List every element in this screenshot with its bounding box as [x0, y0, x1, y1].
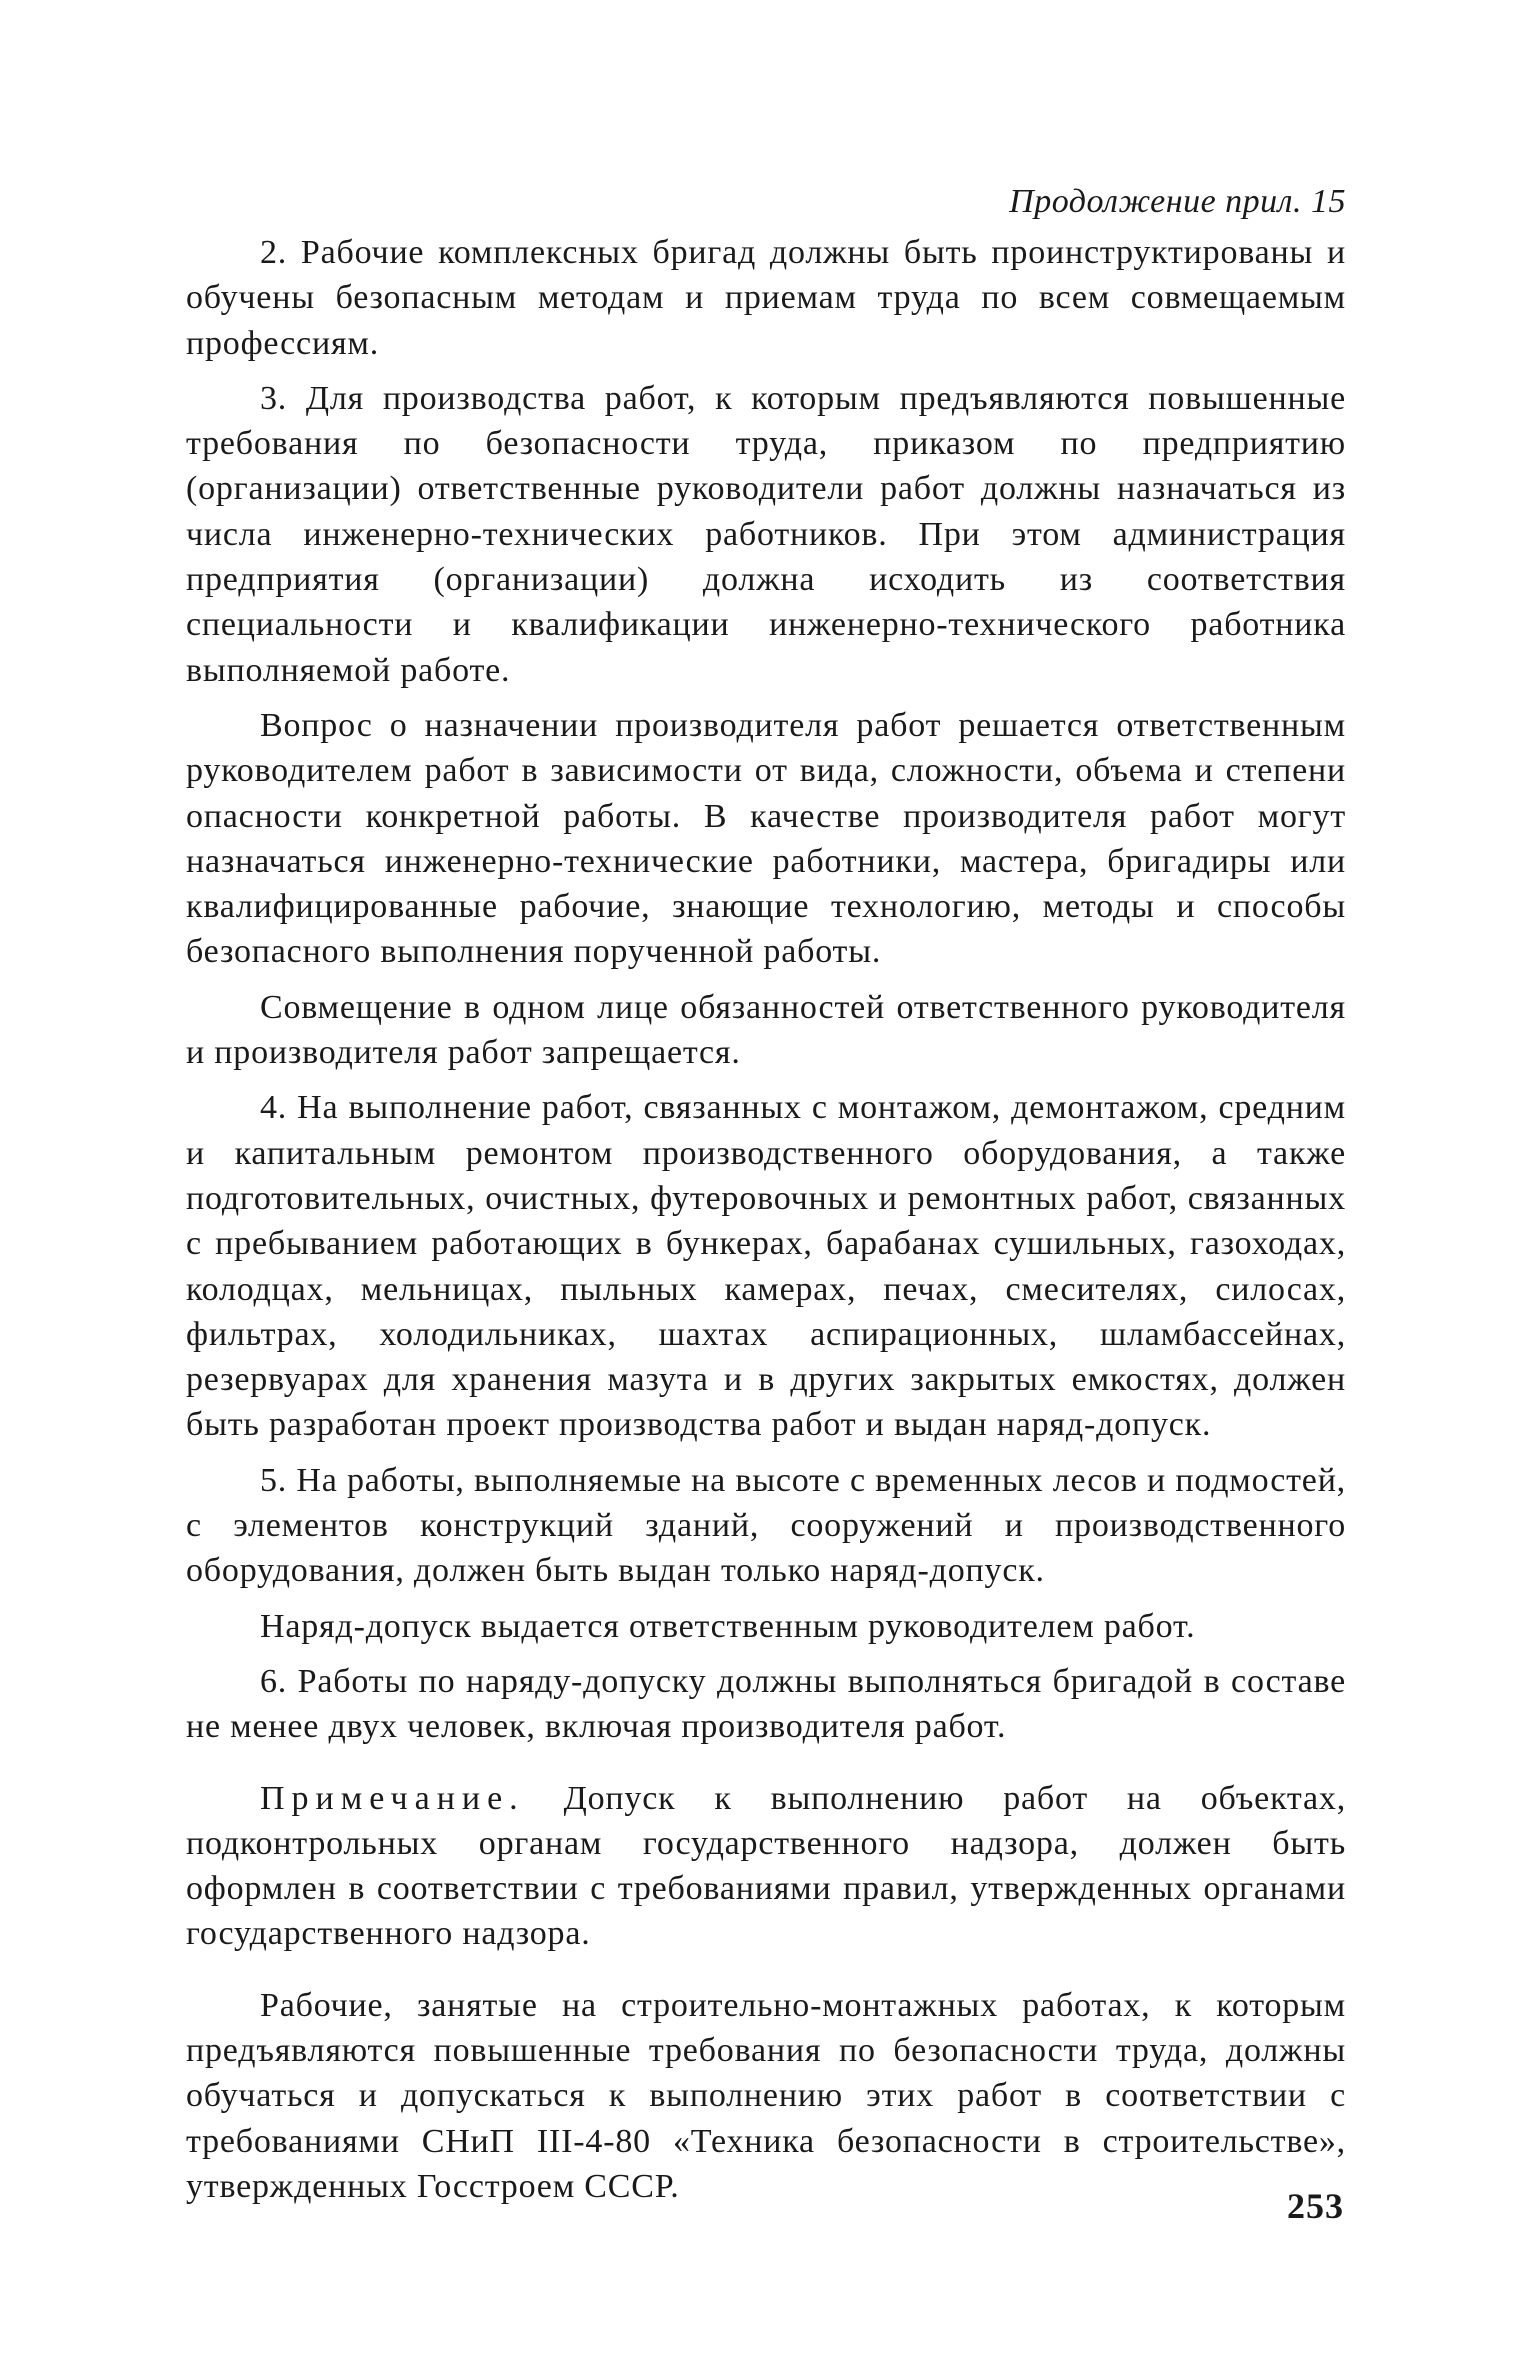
- paragraph-item-4: 4. На выполнение работ, связанных с монтажом, демонтажом, средним и капитальным ремонтом производственного оборудования, а также подготовительных, очистных, футеровочных и ремонтных работ, связанных с пребыванием работающих в бункерах, барабанах сушильных, газоходах, колодцах, мельницах, пыльных камерах, печах, смесителях, силосах, фильтрах, холодильниках, шахтах аспирационных, шламбассейнах, резервуарах для хранения мазута и в других закрытых емкостях, должен быть разработан проект производства работ и выдан наряд-допуск.: [186, 1089, 1346, 1444]
- running-head: Продолжение прил. 15: [1009, 183, 1346, 220]
- note-label: Примечание.: [260, 1779, 525, 1817]
- page-number: 253: [1287, 2186, 1344, 2226]
- note-paragraph: [186, 1776, 1346, 1957]
- paragraph-producer-appointment: Вопрос о назначении производителя работ решается ответственным руководителем работ в зависимости от вида, сложности, объема и степени опасности конкретной работы. В качестве производителя работ могут назначаться инженерно-технические работники, мастера, бригадиры или квалифицированные рабочие, знающие технологию, методы и способы безопасного выполнения порученной работы.: [186, 706, 1346, 971]
- document-page: [186, 180, 1346, 2209]
- paragraph-item-6: 6. Работы по наряду-допуску должны выполняться бригадой в составе не менее двух человек, включая производителя работ.: [186, 1662, 1346, 1746]
- note-text: Допуск к выполнению работ на объектах, подконтрольных органам государственного надзора, должен быть оформлен в соответствии с требованиями правил, утвержденных органами государственного надзора.: [186, 1779, 1346, 1953]
- paragraph-combination-prohibited: Совмещение в одном лице обязанностей ответственного руководителя и производителя работ запрещается.: [186, 988, 1346, 1072]
- closing-paragraph: Рабочие, занятые на строительно-монтажных работах, к которым предъявляются повышенные требования по безопасности труда, должны обучаться и допускаться к выполнению этих работ в соответствии с требованиями СНиП III-4-80 «Техника безопасности в строительстве», утвержденных Госстроем СССР.: [186, 1986, 1346, 2205]
- paragraph-item-3: 3. Для производства работ, к которым предъявляются повышенные требования по безопасности труда, приказом по предприятию (организации) ответственные руководители работ должны назначаться из числа инженерно-технических работников. При этом администрация предприятия (организации) должна исходить из соответствия специальности и квалификации инженерно-технического работника выполняемой работе.: [186, 379, 1346, 689]
- paragraph-item-2: 2. Рабочие комплексных бригад должны быть проинструктированы и обучены безопасным методам и приемам труда по всем совмещаемым профессиям.: [186, 234, 1346, 362]
- paragraph-permit-issuer: Наряд-допуск выдается ответственным руководителем работ.: [260, 1607, 1196, 1645]
- paragraph-item-5: 5. На работы, выполняемые на высоте с временных лесов и подмостей, с элементов конструкций зданий, сооружений и производственного оборудования, должен быть выдан только наряд-допуск.: [186, 1461, 1346, 1590]
